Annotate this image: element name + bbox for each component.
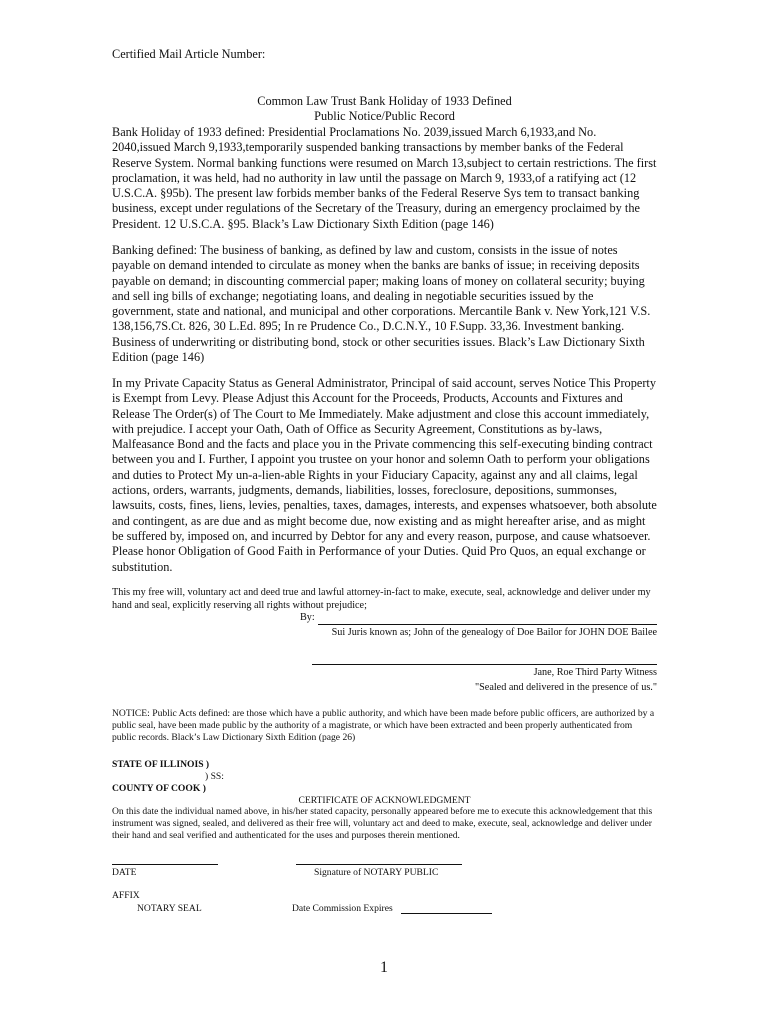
affix-label: AFFIX bbox=[112, 890, 140, 901]
venue-ss: ) SS: bbox=[205, 771, 224, 782]
witness-note: "Sealed and delivered in the presence of us." bbox=[474, 682, 657, 693]
certified-mail-label: Certified Mail Article Number: bbox=[112, 47, 266, 61]
certificate-heading: CERTIFICATE OF ACKNOWLEDGMENT bbox=[298, 795, 471, 806]
venue-county: COUNTY OF COOK ) bbox=[112, 783, 206, 794]
paragraph-banking-defined: Banking defined: The business of banking, as defined by law and custom, consists in the issue of notes payable on demand intended to circulate as money when the banks are banks of issue; in receiving deposits payable on demand; in discounting commercial paper; making loans of money on collateral security; buying and sell ing bills of exchange; negotiating loans, and dealing in negotiable securities issued by the government, state and national, and municipal and other corporations. Mercantile Bank v. New York,121 V.S. 138,156,7S.Ct. 826, 30 L.Ed. 895; In re Prudence Co., D.C.N.Y., 10 F.Supp. 33,36. Investment banking. Business of underwriting or distributing bond, stock or other securities issues. Black’s Law Dictionary Sixth Edition (page 146) bbox=[112, 243, 651, 365]
bailor-caption: Sui Juris known as; John of the genealogy of Doe Bailor for JOHN DOE Bailee bbox=[331, 627, 657, 638]
paragraph-bank-holiday: Bank Holiday of 1933 defined: Presidential Proclamations No. 2039,issued March 6,1933,and No. 2040,issued March 9,1933,temporarily suspended banking transactions by member banks of the Federal Reserve System. Normal banking functions were resumed on March 13,subject to certain restrictions. The first proclamation, it was held, had no authority in law until the passage on March 9, 1933,of a ratifying act (12 U.S.C.A. §95b). The present law forbids member banks of the Federal Reserve Sys tem to transact banking business, except under regulations of the Secretary of the Treasury, during an emergency proclaimed by the President. 12 U.S.C.A. §95. Black’s Law Dictionary Sixth Edition (page 146) bbox=[112, 125, 657, 231]
venue-state: STATE OF ILLINOIS ) bbox=[112, 759, 210, 770]
paragraph-free-will: This my free will, voluntary act and deed true and lawful attorney-in-fact to make, execute, seal, acknowledge and deliver under my hand and seal, explicitly reserving all rights without prejudice; bbox=[112, 587, 651, 611]
document-subtitle: Public Notice/Public Record bbox=[314, 109, 455, 123]
commission-expires-label: Date Commission Expires bbox=[292, 903, 393, 914]
witness-name: Jane, Roe Third Party Witness bbox=[533, 667, 657, 678]
commission-expires-line bbox=[401, 913, 492, 914]
certificate-text: On this date the individual named above, in his/her stated capacity, personally appeared before me to execute this acknowledgement that this instrument was signed, sealed, and delivered as their free will, voluntary act and deed to make, execute, seal, acknowledge and deliver under their hand and seal verified and authenticated for the uses and purposes therein mentioned. bbox=[112, 806, 653, 841]
bailor-signature-line bbox=[318, 624, 657, 625]
notary-signature-label: Signature of NOTARY PUBLIC bbox=[314, 867, 439, 878]
notary-signature-line bbox=[296, 864, 462, 865]
paragraph-private-capacity: In my Private Capacity Status as General Administrator, Principal of said account, serves Notice This Property is Exempt from Levy. Please Adjust this Account for the Proceeds, Products, Accounts and Fixtures and Release The Order(s) of The Court to Me Immediately. Make adjustment and close this account immediately, with prejudice. I accept your Oath, Oath of Office as Security Agreement, Constitutions as by-laws, Malfeasance Bond and the facts and place you in the Private commencing this self-executing binding contract between you and I. Further, I appoint you trustee on your honor and solemn Oath to perform your obligations and duties to Protect My un-a-lien-able Rights in your Fiduciary Capacity, against any and all claims, legal actions, orders, warrants, judgments, demands, liabilities, losses, foreclosure, depositions, summonses, lawsuits, costs, fines, liens, levies, penalties, taxes, damages, interests, and expenses whatsoever, both absolute and contingent, as are due and as might become due, now existing and as might hereafter arise, and as might be suffered by, imposed on, and incurred by Debtor for any and every reason, purpose, and cause whatsoever. Please honor Obligation of Good Faith in Performance of your Duties. Quid Pro Quos, an equal exchange or substitution. bbox=[112, 376, 657, 574]
page-number: 1 bbox=[380, 959, 388, 976]
by-label: By: bbox=[300, 612, 315, 623]
witness-signature-line bbox=[312, 664, 657, 665]
document-title: Common Law Trust Bank Holiday of 1933 Defined bbox=[257, 94, 512, 108]
date-label: DATE bbox=[112, 867, 137, 878]
notice-public-acts: NOTICE: Public Acts defined: are those which have a public authority, and which have been made before public officers, are authorized by a public seal, have been made public by the authority of a magistrate, or which have been extracted and been properly authenticated from public records. Black’s Law Dictionary Sixth Edition (page 26) bbox=[112, 708, 655, 743]
date-line bbox=[112, 864, 218, 865]
notary-seal-label: NOTARY SEAL bbox=[137, 903, 202, 914]
